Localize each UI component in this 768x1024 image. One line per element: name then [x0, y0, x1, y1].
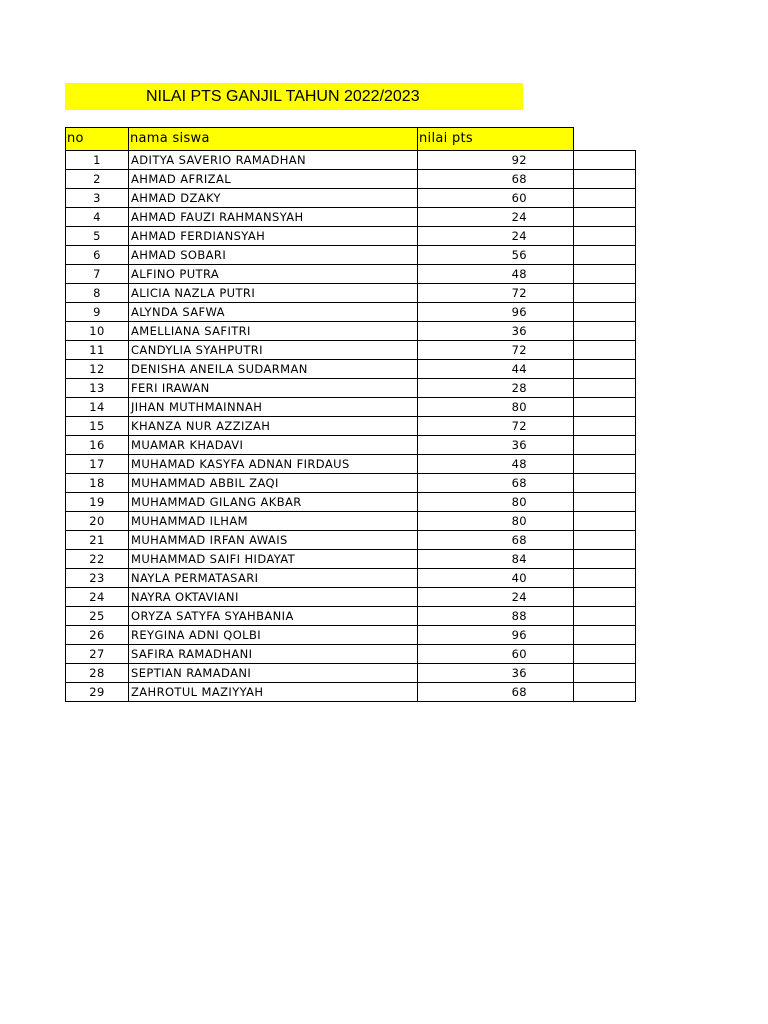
table-row: [66, 455, 636, 474]
row-name: MUHAMAD KASYFA ADNAN FIRDAUS: [129, 455, 418, 474]
row-name: SAFIRA RAMADHANI: [129, 645, 418, 664]
row-score: 72: [418, 341, 574, 360]
row-no: 2: [66, 170, 129, 189]
row-name: MUHAMMAD ABBIL ZAQI: [129, 474, 418, 493]
row-name: MUHAMMAD IRFAN AWAIS: [129, 531, 418, 550]
row-name: AHMAD FAUZI RAHMANSYAH: [129, 208, 418, 227]
row-score: 24: [418, 227, 574, 246]
row-extra: [574, 626, 636, 645]
row-no: 22: [66, 550, 129, 569]
row-score: 48: [418, 455, 574, 474]
row-score: 68: [418, 474, 574, 493]
row-name: MUAMAR KHADAVI: [129, 436, 418, 455]
row-score: 56: [418, 246, 574, 265]
row-no: 21: [66, 531, 129, 550]
row-name: DENISHA ANEILA SUDARMAN: [129, 360, 418, 379]
row-extra: [574, 151, 636, 170]
row-extra: [574, 455, 636, 474]
row-score: 96: [418, 626, 574, 645]
row-name: ALICIA NAZLA PUTRI: [129, 284, 418, 303]
table-row: [66, 512, 636, 531]
row-extra: [574, 189, 636, 208]
row-score: 24: [418, 208, 574, 227]
table-header-row: [66, 128, 636, 151]
row-name: NAYLA PERMATASARI: [129, 569, 418, 588]
row-extra: [574, 531, 636, 550]
table-body: [66, 128, 636, 702]
row-score: 28: [418, 379, 574, 398]
row-extra: [574, 417, 636, 436]
table-row: [66, 322, 636, 341]
table-row: [66, 664, 636, 683]
row-name: ZAHROTUL MAZIYYAH: [129, 683, 418, 702]
row-name: MUHAMMAD SAIFI HIDAYAT: [129, 550, 418, 569]
page-title: NILAI PTS GANJIL TAHUN 2022/2023: [146, 88, 420, 105]
row-name: AHMAD AFRIZAL: [129, 170, 418, 189]
row-score: 60: [418, 645, 574, 664]
row-extra: [574, 341, 636, 360]
row-name: SEPTIAN RAMADANI: [129, 664, 418, 683]
row-name: AMELLIANA SAFITRI: [129, 322, 418, 341]
row-score: 68: [418, 683, 574, 702]
table-row: [66, 474, 636, 493]
row-name: ADITYA SAVERIO RAMADHAN: [129, 151, 418, 170]
table-row: [66, 379, 636, 398]
table-row: [66, 265, 636, 284]
table-row: [66, 151, 636, 170]
table-row: [66, 417, 636, 436]
row-no: 19: [66, 493, 129, 512]
row-score: 80: [418, 493, 574, 512]
row-extra: [574, 607, 636, 626]
row-score: 60: [418, 189, 574, 208]
table-row: [66, 683, 636, 702]
row-no: 15: [66, 417, 129, 436]
row-name: FERI IRAWAN: [129, 379, 418, 398]
row-no: 3: [66, 189, 129, 208]
row-extra: [574, 569, 636, 588]
row-no: 29: [66, 683, 129, 702]
row-name: AHMAD DZAKY: [129, 189, 418, 208]
table-row: [66, 284, 636, 303]
table-row: [66, 607, 636, 626]
row-extra: [574, 474, 636, 493]
row-no: 17: [66, 455, 129, 474]
row-extra: [574, 550, 636, 569]
header-no: no: [66, 128, 129, 151]
row-no: 7: [66, 265, 129, 284]
row-score: 36: [418, 436, 574, 455]
row-no: 28: [66, 664, 129, 683]
row-extra: [574, 170, 636, 189]
row-name: CANDYLIA SYAHPUTRI: [129, 341, 418, 360]
row-score: 92: [418, 151, 574, 170]
row-name: AHMAD FERDIANSYAH: [129, 227, 418, 246]
row-score: 48: [418, 265, 574, 284]
row-name: ALYNDA SAFWA: [129, 303, 418, 322]
row-extra: [574, 360, 636, 379]
row-extra: [574, 208, 636, 227]
row-extra: [574, 512, 636, 531]
table-row: [66, 626, 636, 645]
row-score: 68: [418, 531, 574, 550]
row-extra: [574, 664, 636, 683]
table-row: [66, 531, 636, 550]
row-score: 80: [418, 512, 574, 531]
row-no: 1: [66, 151, 129, 170]
table-row: [66, 189, 636, 208]
table-row: [66, 550, 636, 569]
row-score: 36: [418, 322, 574, 341]
row-no: 4: [66, 208, 129, 227]
row-no: 14: [66, 398, 129, 417]
row-no: 27: [66, 645, 129, 664]
row-score: 40: [418, 569, 574, 588]
row-extra: [574, 303, 636, 322]
row-name: NAYRA OKTAVIANI: [129, 588, 418, 607]
row-no: 24: [66, 588, 129, 607]
table-row: [66, 569, 636, 588]
row-no: 23: [66, 569, 129, 588]
row-extra: [574, 322, 636, 341]
row-score: 36: [418, 664, 574, 683]
table-row: [66, 208, 636, 227]
row-name: AHMAD SOBARI: [129, 246, 418, 265]
row-no: 8: [66, 284, 129, 303]
row-score: 88: [418, 607, 574, 626]
row-score: 44: [418, 360, 574, 379]
row-name: JIHAN MUTHMAINNAH: [129, 398, 418, 417]
row-no: 6: [66, 246, 129, 265]
table-row: [66, 360, 636, 379]
row-extra: [574, 379, 636, 398]
table-row: [66, 246, 636, 265]
table-row: [66, 436, 636, 455]
row-score: 72: [418, 417, 574, 436]
row-name: REYGINA ADNI QOLBI: [129, 626, 418, 645]
row-no: 5: [66, 227, 129, 246]
row-extra: [574, 284, 636, 303]
table-row: [66, 398, 636, 417]
row-extra: [574, 645, 636, 664]
row-no: 18: [66, 474, 129, 493]
row-extra: [574, 246, 636, 265]
row-no: 16: [66, 436, 129, 455]
row-no: 11: [66, 341, 129, 360]
row-extra: [574, 588, 636, 607]
row-name: ALFINO PUTRA: [129, 265, 418, 284]
row-score: 80: [418, 398, 574, 417]
row-score: 96: [418, 303, 574, 322]
row-score: 24: [418, 588, 574, 607]
row-name: MUHAMMAD ILHAM: [129, 512, 418, 531]
row-no: 13: [66, 379, 129, 398]
table-row: [66, 341, 636, 360]
row-no: 9: [66, 303, 129, 322]
row-no: 25: [66, 607, 129, 626]
header-name: nama siswa: [129, 128, 418, 151]
row-no: 26: [66, 626, 129, 645]
table-row: [66, 170, 636, 189]
row-name: MUHAMMAD GILANG AKBAR: [129, 493, 418, 512]
row-name: KHANZA NUR AZZIZAH: [129, 417, 418, 436]
row-extra: [574, 493, 636, 512]
row-extra: [574, 227, 636, 246]
table-row: [66, 303, 636, 322]
row-no: 12: [66, 360, 129, 379]
row-name: ORYZA SATYFA SYAHBANIA: [129, 607, 418, 626]
row-extra: [574, 398, 636, 417]
header-extra: [574, 128, 636, 151]
row-score: 68: [418, 170, 574, 189]
table-row: [66, 493, 636, 512]
score-table: [65, 127, 636, 702]
row-extra: [574, 265, 636, 284]
table-row: [66, 645, 636, 664]
header-score: nilai pts: [418, 128, 574, 151]
row-no: 20: [66, 512, 129, 531]
row-score: 84: [418, 550, 574, 569]
table-row: [66, 588, 636, 607]
row-no: 10: [66, 322, 129, 341]
table-row: [66, 227, 636, 246]
row-extra: [574, 436, 636, 455]
row-extra: [574, 683, 636, 702]
row-score: 72: [418, 284, 574, 303]
